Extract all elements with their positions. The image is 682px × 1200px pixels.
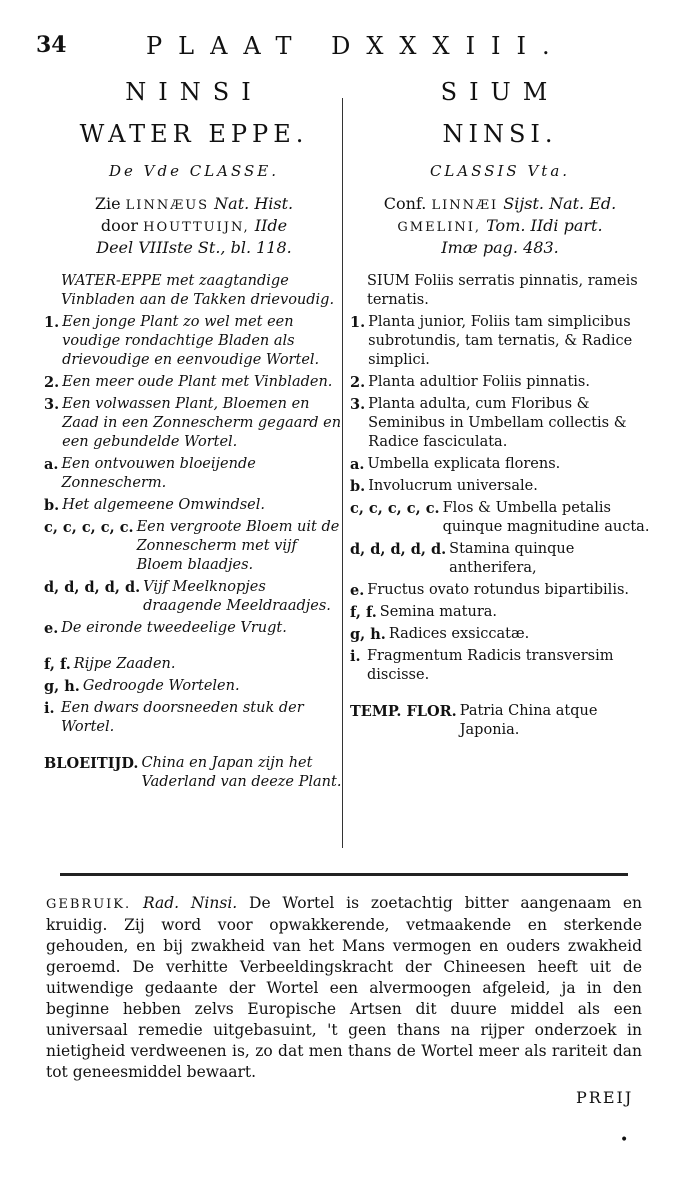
figure-entry [44, 619, 344, 638]
entry-text: Semina matura. [379, 604, 498, 620]
entry-text: Flos & Umbella petalis quinque magnitudine aucta. [442, 500, 650, 535]
entry-key: TEMP. FLOR. [350, 703, 457, 720]
ref-work: Nat. Hist. [214, 194, 294, 213]
entry-spacer [350, 688, 650, 702]
figure-entry [44, 677, 344, 696]
latin-column [350, 70, 650, 743]
entry-key: i. [350, 648, 361, 665]
ref-work: Sijst. Nat. Ed. [503, 194, 617, 213]
usage-label: GEBRUIK. [46, 897, 132, 912]
page-number: 34 [36, 32, 67, 58]
entry-text: SIUM Foliis serratis pinnatis, rameis ternatis. [367, 273, 638, 308]
entry-key: e. [350, 582, 365, 599]
entry-key [44, 272, 61, 310]
entry-text: Fructus ovato rotundus bipartibilis. [367, 582, 630, 598]
figure-entry [350, 702, 650, 740]
figure-entry [350, 581, 650, 600]
usage-text: De Wortel is zoetachtig bitter aangenaam en kruidig. Zij word voor opwakkerende, vetmaakende en sterkende gehouden, en bij zwakheid van het Mans vermogen en ouders zwakheid geroemd. De verhitte Verbeeldingskracht der Chineesen heeft uit de uitwendige gedaante der Wortel een alvermoogen afgeleid, ja in den beginne hebben zelvs Europische Artsen dit duure middel als een universaal remedie uitgebasuint, 't geen thans na rijper onderzoek in nietigheid verdweenen is, zo dat men thans de Wortel meer als rariteit dan tot geneesmiddel bewaart. [46, 894, 642, 1081]
dutch-title-ninsi: NINSI [125, 78, 263, 106]
entry-key: 3. [44, 396, 60, 413]
figure-entry [350, 313, 650, 370]
entry-key: f, f. [350, 604, 377, 621]
usage-paragraph [46, 893, 642, 1083]
ref-volume: Deel VIIIste St., bl. 118. [96, 238, 292, 257]
ref-author: HOUTTUIJN, [143, 220, 250, 235]
entry-text: Involucrum universale. [368, 478, 538, 494]
ref-word: Conf. [383, 194, 427, 213]
figure-entry [350, 647, 650, 685]
entry-text: Een volwassen Plant, Bloemen en Zaad in een Zonnescherm gegaard en een gebundelde Wortel. [62, 396, 342, 450]
figure-entry [44, 518, 344, 575]
entry-text: Vijf Meelknopjes draagende Meeldraadjes. [143, 579, 331, 614]
entry-text: WATER-EPPE met zaagtandige Vinbladen aan de Takken drievoudig. [61, 273, 335, 308]
entry-key: c, c, c, c, c. [350, 500, 440, 517]
page-header [36, 30, 636, 66]
figure-entry [44, 272, 344, 310]
entry-key [350, 272, 367, 310]
entry-text: Radices exsiccatæ. [388, 626, 530, 642]
figure-entry [44, 455, 344, 493]
entry-key: a. [350, 456, 365, 473]
entry-key: g, h. [44, 678, 80, 695]
figure-entry [44, 395, 344, 452]
ref-author: LINNÆI [431, 198, 499, 213]
ref-word: Zie [94, 194, 121, 213]
ref-part: IIde [254, 216, 288, 235]
entry-key: a. [44, 456, 59, 473]
entry-text: Een meer oude Plant met Vinbladen. [62, 374, 333, 390]
figure-entry [44, 655, 344, 674]
usage-rad: Rad. Ninsi. [142, 894, 238, 912]
entry-text: China en Japan zijn het Vaderland van deeze Plant. [141, 755, 342, 790]
dutch-reference [44, 194, 344, 258]
entry-text: Een vergroote Bloem uit de Zonnescherm met vijf Bloem blaadjes. [136, 519, 340, 573]
entry-key: 2. [44, 374, 60, 391]
figure-entry [44, 754, 344, 792]
entry-key: b. [350, 478, 366, 495]
entry-key: 1. [350, 314, 366, 331]
figure-entry [350, 603, 650, 622]
entry-text: Umbella explicata florens. [367, 456, 561, 472]
figure-entry [350, 395, 650, 452]
figure-entry [350, 499, 650, 537]
figure-entry [44, 699, 344, 737]
entry-text: Een ontvouwen bloeijende Zonnescherm. [61, 456, 256, 491]
figure-entry [350, 625, 650, 644]
entry-text: De eironde tweedeelige Vrugt. [61, 620, 287, 636]
figure-entry [350, 477, 650, 496]
entry-text: Planta adulta, cum Floribus & Seminibus in Umbellam collectis & Radice fasciculata. [368, 396, 627, 450]
entry-key: f, f. [44, 656, 71, 673]
entry-key: 2. [350, 374, 366, 391]
figure-entry [44, 313, 344, 370]
entry-spacer [44, 641, 344, 655]
figure-entry [44, 373, 344, 392]
entry-text: Een jonge Plant zo wel met een voudige rondachtige Bladen als drievoudige en eenvoudige Wortel. [62, 314, 320, 368]
ref-volume: Imæ pag. 483. [441, 238, 559, 257]
entry-key: c, c, c, c, c. [44, 519, 134, 536]
dutch-column [44, 70, 344, 795]
entry-key: e. [44, 620, 59, 637]
ref-word: door [100, 216, 139, 235]
entry-text: Gedroogde Wortelen. [82, 678, 240, 694]
dutch-title-water-eppe: WATER EPPE. [79, 120, 309, 148]
dutch-class: De Vde CLASSE. [108, 162, 280, 180]
entry-key: d, d, d, d, d. [350, 541, 447, 558]
plate-title: PLAAT DXXXIII. [146, 32, 566, 60]
entry-key: g, h. [350, 626, 386, 643]
latin-reference [350, 194, 650, 258]
entry-text: Stamina quinque antherifera, [449, 541, 575, 576]
printer-mark: • [620, 1132, 629, 1148]
entry-text: Planta junior, Foliis tam simplicibus subrotundis, tam ternatis, & Radice simplici. [368, 314, 633, 368]
latin-title-sium: SIUM [440, 78, 560, 106]
entry-key: BLOEITIJD. [44, 755, 139, 772]
entry-key: i. [44, 700, 55, 717]
section-rule [60, 873, 628, 876]
ref-author: LINNÆUS [125, 198, 210, 213]
figure-entry [350, 455, 650, 474]
figure-entry [44, 578, 344, 616]
entry-text: Het algemeene Omwindsel. [62, 497, 266, 513]
catchword: PREIJ [576, 1088, 634, 1107]
latin-title-ninsi: NINSI. [442, 120, 558, 148]
dutch-entries [44, 272, 344, 792]
entry-text: Planta adultior Foliis pinnatis. [368, 374, 590, 390]
ref-part: Tom. IIdi part. [486, 216, 603, 235]
figure-entry [350, 540, 650, 578]
entry-text: Een dwars doorsneeden stuk der Wortel. [61, 700, 304, 735]
figure-entry [350, 272, 650, 310]
entry-text: Fragmentum Radicis transversim discisse. [367, 648, 614, 683]
entry-key: b. [44, 497, 60, 514]
figure-entry [350, 373, 650, 392]
entry-key: d, d, d, d, d. [44, 579, 141, 596]
entry-text: Patria China atque Japonia. [459, 703, 598, 738]
ref-author: GMELINI, [397, 220, 482, 235]
latin-class: CLASSIS Vta. [429, 162, 571, 180]
entry-key: 3. [350, 396, 366, 413]
entry-key: 1. [44, 314, 60, 331]
latin-entries [350, 272, 650, 740]
entry-text: Rijpe Zaaden. [73, 656, 176, 672]
entry-spacer [44, 740, 344, 754]
figure-entry [44, 496, 344, 515]
